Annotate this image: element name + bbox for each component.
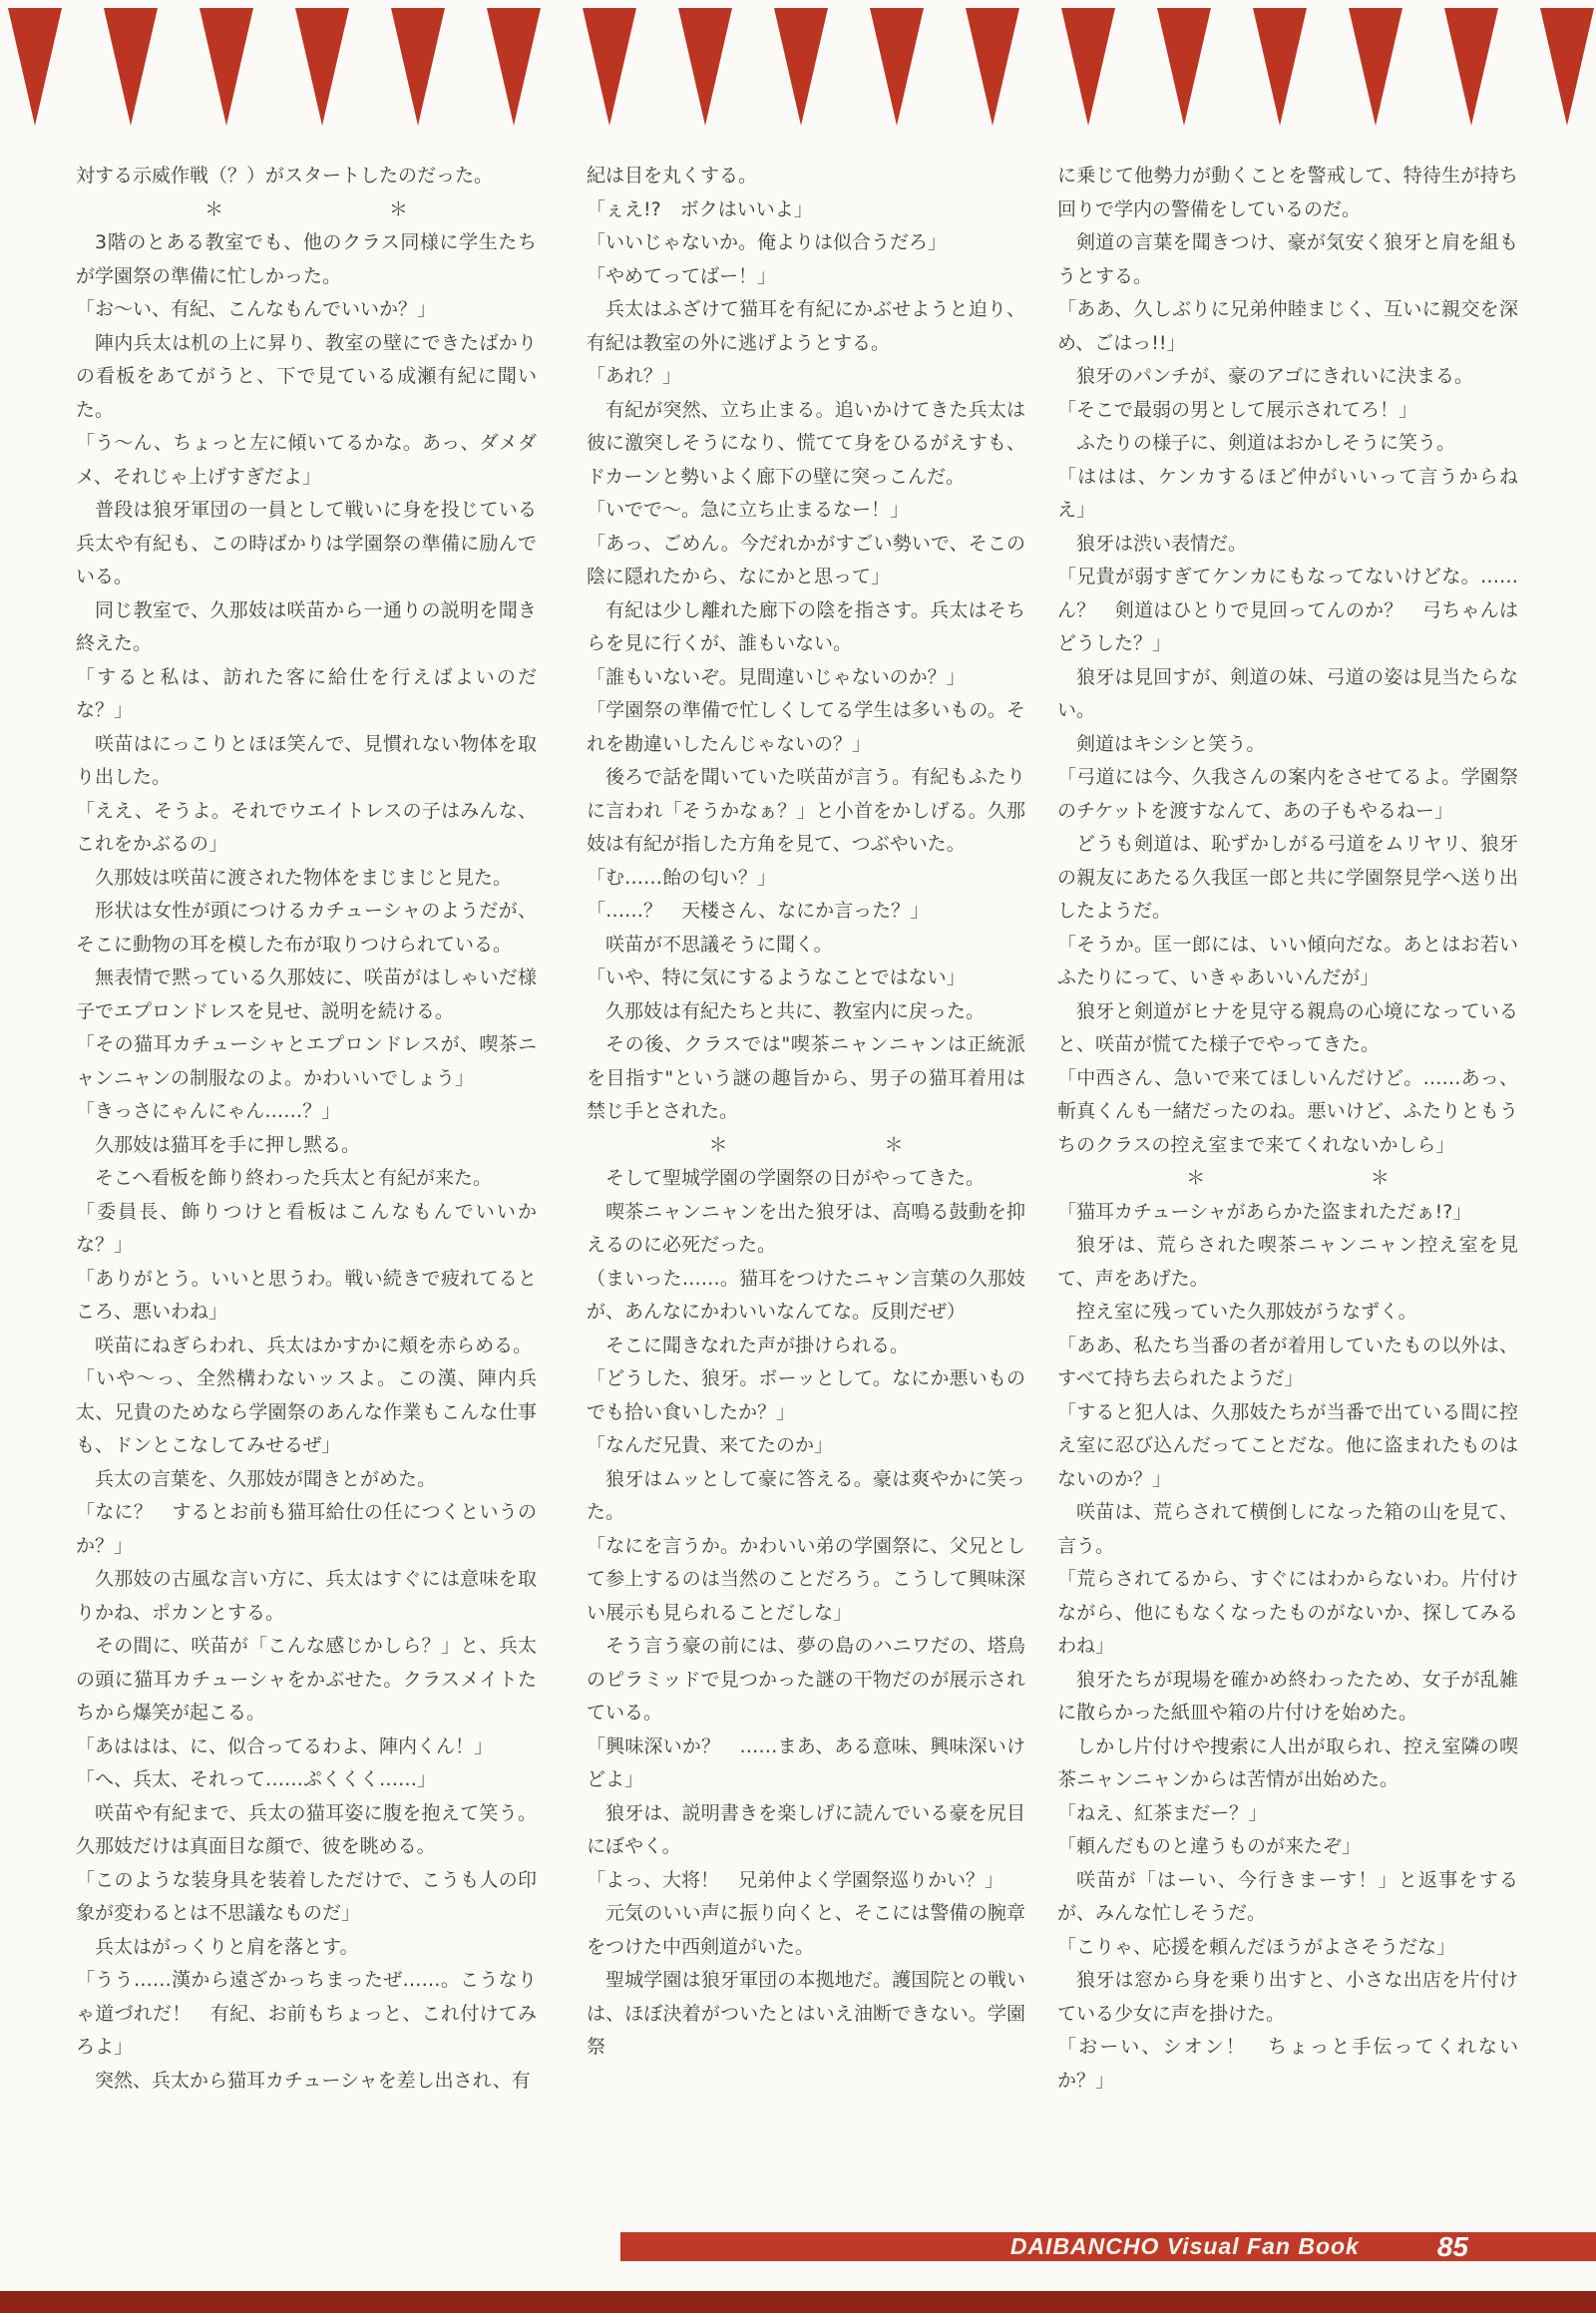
separator-asterisk: ＊ xyxy=(1370,1167,1390,1189)
separator-asterisk: ＊ xyxy=(204,197,224,220)
pennant-triangle-icon xyxy=(1253,8,1307,126)
paragraph: 「こりゃ、応援を頼んだほうがよさそうだな」 xyxy=(1057,1935,1456,1958)
paragraph: 「ははは、ケンカするほど仲がいいって言うからねえ」 xyxy=(1057,465,1518,521)
paragraph: 有紀が突然、立ち止まる。追いかけてきた兵太は彼に激突しそうになり、慌てて身をひるがえすも、ドカーンと勢いよく廊下の壁に突っこんだ。 xyxy=(587,398,1025,488)
paragraph: 「すると犯人は、久那妓たちが当番で出ている間に控え室に忍び込んだってことだな。他に盗まれたものはないのか？」 xyxy=(1057,1400,1518,1490)
paragraph: 狼牙はムッとして豪に答える。豪は爽やかに笑った。 xyxy=(587,1467,1025,1523)
paragraph: 「荒らされてるから、すぐにはわからないわ。片付けながら、他にもなくなったものがないか、探してみるわね」 xyxy=(1057,1568,1518,1657)
paragraph: その間に、咲苗が「こんな感じかしら？」と、兵太の頭に猫耳カチューシャをかぶせた。クラスメイトたちから爆笑が起こる。 xyxy=(76,1635,537,1724)
paragraph: 兵太はがっくりと肩を落とす。 xyxy=(95,1935,359,1958)
section-separator xyxy=(76,193,537,227)
paragraph: 「あっ、ごめん。今だれかがすごい勢いで、そこの陰に隠れたから、なにかと思って」 xyxy=(587,532,1025,587)
pennant-triangle-icon xyxy=(295,8,349,126)
paragraph: 久那妓は咲苗に渡された物体をまじまじと見た。 xyxy=(95,866,513,889)
paragraph: どうも剣道は、恥ずかしがる弓道をムリヤリ、狼牙の親友にあたる久我匡一郎と共に学園祭見学へ送り出したようだ。 xyxy=(1057,833,1518,922)
paragraph: 久那妓の古風な言い方に、兵太はすぐには意味を取りかね、ポカンとする。 xyxy=(76,1568,537,1624)
paragraph: 元気のいい声に振り向くと、そこには警備の腕章をつけた中西剣道がいた。 xyxy=(587,1902,1025,1958)
text-column-1 xyxy=(76,160,537,2098)
paragraph: 久那妓は猫耳を手に押し黙る。 xyxy=(95,1133,361,1156)
paragraph: 「きっさにゃんにゃん……？」 xyxy=(76,1100,341,1122)
paragraph: 「よっ、大将！ 兄弟仲よく学園祭巡りかい？」 xyxy=(587,1868,1004,1891)
paragraph: 狼牙たちが現場を確かめ終わったため、女子が乱雑に散らかった紙皿や箱の片付けを始めた。 xyxy=(1057,1668,1518,1724)
pennant-triangle-icon xyxy=(1444,8,1498,126)
paragraph: 対する示威作戦（？）がスタートしたのだった。 xyxy=(76,165,494,187)
paragraph: そこへ看板を飾り終わった兵太と有紀が来た。 xyxy=(95,1167,493,1189)
paragraph: 狼牙は窓から身を乗り出すと、小さな出店を片付けている少女に声を掛けた。 xyxy=(1057,1969,1518,2025)
paragraph: 「兄貴が弱すぎてケンカにもなってないけどな。……ん？ 剣道はひとりで見回ってんのか？ 弓ちゃんはどうした？」 xyxy=(1057,566,1518,654)
pennant-triangle-icon xyxy=(391,8,445,126)
paragraph: 「いでで〜。急に立ち止まるなー！」 xyxy=(587,499,910,521)
pennant-triangle-icon xyxy=(774,8,828,126)
paragraph: 「興味深いか？ ……まあ、ある意味、興味深いけどよ」 xyxy=(587,1735,1025,1790)
paragraph: 狼牙は、説明書きを楽しげに読んでいる豪を尻目にぼやく。 xyxy=(587,1801,1025,1857)
paragraph: 無表情で黙っている久那妓に、咲苗がはしゃいだ様子でエプロンドレスを見せ、説明を続ける。 xyxy=(76,966,537,1022)
paragraph: 「いや、特に気にするようなことではない」 xyxy=(587,966,966,988)
paragraph: 喫茶ニャンニャンを出た狼牙は、高鳴る鼓動を抑えるのに必死だった。 xyxy=(587,1200,1025,1256)
paragraph: 陣内兵太は机の上に昇り、教室の壁にできたばかりの看板をあてがうと、下で見ている成瀬有紀に聞いた。 xyxy=(76,331,537,421)
text-column-3 xyxy=(1057,160,1518,2098)
bottom-edge-strip xyxy=(0,2291,1596,2313)
separator-asterisk: ＊ xyxy=(884,1133,904,1156)
paragraph: 「なんだ兄貴、来てたのか」 xyxy=(587,1434,834,1456)
pennant-triangle-icon xyxy=(1349,8,1402,126)
separator-asterisk: ＊ xyxy=(708,1133,728,1156)
pennant-triangle-icon xyxy=(487,8,541,126)
paragraph: 「弓道には今、久我さんの案内をさせてるよ。学園祭のチケットを渡すなんて、あの子もやるねー」 xyxy=(1057,766,1518,822)
paragraph: 咲苗にねぎらわれ、兵太はかすかに頬を赤らめる。 xyxy=(95,1334,533,1356)
paragraph: 「……？ 天楼さん、なにか言った？」 xyxy=(587,900,930,922)
paragraph: 紀は目を丸くする。 xyxy=(587,165,758,187)
pennant-triangle-icon xyxy=(1540,8,1594,126)
paragraph: 突然、兵太から猫耳カチューシャを差し出され、有 xyxy=(95,2069,531,2092)
paragraph: 「あれ？」 xyxy=(587,365,682,387)
pennant-triangle-icon xyxy=(200,8,253,126)
paragraph: 「猫耳カチューシャがあらかた盗まれただぁ!?」 xyxy=(1057,1200,1472,1223)
paragraph: 「すると私は、訪れた客に給仕を行えばよいのだな？」 xyxy=(76,665,537,721)
paragraph: 「おーい、シオン！ ちょっと手伝ってくれないか？」 xyxy=(1057,2036,1518,2092)
paragraph: 咲苗が不思議そうに聞く。 xyxy=(605,933,833,956)
paragraph: 「ええ、そうよ。それでウエイトレスの子はみんな、これをかぶるの」 xyxy=(76,799,537,855)
paragraph: 「なに？ するとお前も猫耳給仕の任につくというのか？」 xyxy=(76,1501,537,1557)
paragraph: そこに聞きなれた声が掛けられる。 xyxy=(605,1334,910,1356)
paragraph: 咲苗や有紀まで、兵太の猫耳姿に腹を抱えて笑う。久那妓だけは真面目な顔で、彼を眺める。 xyxy=(76,1801,537,1857)
paragraph: 「ぇえ!? ボクはいいよ」 xyxy=(587,197,813,220)
paragraph: 「ああ、久しぶりに兄弟仲睦まじく、互いに親交を深め、ごはっ!!」 xyxy=(1057,298,1518,354)
paragraph: 「学園祭の準備で忙しくしてる学生は多いもの。それを勘違いしたんじゃないの？」 xyxy=(587,699,1025,755)
pennant-triangle-icon xyxy=(583,8,636,126)
paragraph: 普段は狼牙軍団の一員として戦いに身を投じている兵太や有紀も、この時ばかりは学園祭の準備に励んでいる。 xyxy=(76,499,537,587)
paragraph: 「う〜ん、ちょっと左に傾いてるかな。あっ、ダメダメ、それじゃ上げすぎだよ」 xyxy=(76,432,537,488)
page-number: 85 xyxy=(1436,2230,1468,2262)
paragraph: 「お〜い、有紀、こんなもんでいいか？」 xyxy=(76,298,437,320)
book-title: DAIBANCHO Visual Fan Book xyxy=(1009,2233,1360,2259)
paragraph: 「へ、兵太、それって……ぷくくく……」 xyxy=(76,1768,437,1790)
paragraph: （まいった……。猫耳をつけたニャン言葉の久那妓が、あんなにかわいいなんてな。反則だぜ） xyxy=(587,1267,1025,1323)
footer-bar xyxy=(620,2232,1596,2261)
paragraph: 「いや〜っ、全然構わないッスよ。この漢、陣内兵太、兄貴のためなら学園祭のあんな作業もこんな仕事も、ドンとこなしてみせるぜ」 xyxy=(76,1367,537,1456)
paragraph: ふたりの様子に、剣道はおかしそうに笑う。 xyxy=(1076,432,1456,454)
paragraph: 兵太はふざけて猫耳を有紀にかぶせようと迫り、有紀は教室の外に逃げようとする。 xyxy=(587,298,1025,354)
pennant-triangle-icon xyxy=(104,8,158,126)
paragraph: 「その猫耳カチューシャとエプロンドレスが、喫茶ニャンニャンの制服なのよ。かわいいでしょう」 xyxy=(76,1033,537,1089)
paragraph: 狼牙は見回すが、剣道の妹、弓道の姿は見当たらない。 xyxy=(1057,665,1518,721)
pennant-triangle-icon xyxy=(678,8,732,126)
paragraph: しかし片付けや捜索に人出が取られ、控え室隣の喫茶ニャンニャンからは苦情が出始めた。 xyxy=(1057,1735,1518,1790)
paragraph: 有紀は少し離れた廊下の陰を指さす。兵太はそちらを見に行くが、誰もいない。 xyxy=(587,598,1025,654)
paragraph: その後、クラスでは"喫茶ニャンニャンは正統派を目指す"という謎の趣旨から、男子の猫耳着用は禁じ手とされた。 xyxy=(587,1033,1025,1122)
paragraph: 3階のとある教室でも、他のクラス同様に学生たちが学園祭の準備に忙しかった。 xyxy=(76,231,537,287)
paragraph: 「ああ、私たち当番の者が着用していたもの以外は、すべて持ち去られたようだ」 xyxy=(1057,1334,1518,1389)
separator-asterisk: ＊ xyxy=(388,197,408,220)
pennant-triangle-icon xyxy=(1157,8,1211,126)
section-separator xyxy=(1057,1162,1518,1196)
paragraph: 久那妓は有紀たちと共に、教室内に戻った。 xyxy=(605,999,986,1022)
paragraph: 「誰もいないぞ。見間違いじゃないのか？」 xyxy=(587,665,966,688)
paragraph: そう言う豪の前には、夢の島のハニワだの、塔鳥のピラミッドで見つかった謎の干物だのが展示されている。 xyxy=(587,1635,1025,1724)
paragraph: 控え室に残っていた久那妓がうなずく。 xyxy=(1076,1301,1417,1323)
paragraph: 狼牙と剣道がヒナを見守る親鳥の心境になっていると、咲苗が慌てた様子でやってきた。 xyxy=(1057,999,1518,1055)
paragraph: 咲苗は、荒らされて横倒しになった箱の山を見て、言う。 xyxy=(1057,1501,1518,1557)
paragraph: そして聖城学園の学園祭の日がやってきた。 xyxy=(605,1167,986,1189)
paragraph: 剣道の言葉を聞きつけ、豪が気安く狼牙と肩を組もうとする。 xyxy=(1057,231,1518,287)
pennant-triangle-icon xyxy=(1061,8,1115,126)
paragraph: に乗じて他勢力が動くことを警戒して、特待生が持ち回りで学内の警備をしているのだ。 xyxy=(1057,165,1518,220)
paragraph: 狼牙のパンチが、豪のアゴにきれいに決まる。 xyxy=(1076,365,1474,387)
paragraph: 「このような装身具を装着しただけで、こうも人の印象が変わるとは不思議なものだ」 xyxy=(76,1868,537,1924)
pennant-triangle-icon xyxy=(966,8,1019,126)
text-column-2 xyxy=(587,160,1025,2065)
paragraph: 「そこで最弱の男として展示されてろ！」 xyxy=(1057,398,1418,421)
paragraph: 「どうした、狼牙。ボーッとして。なにか悪いものでも拾い食いしたか？」 xyxy=(587,1367,1025,1423)
paragraph: 兵太の言葉を、久那妓が聞きとがめた。 xyxy=(95,1467,437,1490)
paragraph: 狼牙は渋い表情だ。 xyxy=(1076,532,1248,555)
paragraph: 「委員長、飾りつけと看板はこんなもんでいいかな？」 xyxy=(76,1200,537,1256)
paragraph: 咲苗はにっこりとほほ笑んで、見慣れない物体を取り出した。 xyxy=(76,732,537,788)
paragraph: 形状は女性が頭につけるカチューシャのようだが、そこに動物の耳を模した布が取りつけられている。 xyxy=(76,900,537,956)
paragraph: 聖城学園は狼牙軍団の本拠地だ。護国院との戦いは、ほぼ決着がついたとはいえ油断できない。学園祭 xyxy=(587,1969,1025,2058)
paragraph: 「いいじゃないか。俺よりは似合うだろ」 xyxy=(587,231,948,253)
paragraph: 剣道はキシシと笑う。 xyxy=(1076,732,1266,755)
paragraph: 「うう……漢から遠ざかっちまったぜ……。こうなりゃ道づれだ！ 有紀、お前もちょっと、これ付けてみろよ」 xyxy=(76,1969,537,2058)
paragraph: 「中西さん、急いで来てほしいんだけど。……あっ、斬真くんも一緒だったのね。悪いけど、ふたりともうちのクラスの控え室まで来てくれないかしら」 xyxy=(1057,1066,1518,1156)
paragraph: 後ろで話を聞いていた咲苗が言う。有紀もふたりに言われ「そうかなぁ？」と小首をかしげる。久那妓は有紀が指した方角を見て、つぶやいた。 xyxy=(587,766,1025,855)
paragraph: 「なにを言うか。かわいい弟の学園祭に、父兄として参上するのは当然のことだろう。こうして興味深い展示も見られることだしな」 xyxy=(587,1534,1025,1624)
paragraph: 「そうか。匡一郎には、いい傾向だな。あとはお若いふたりにって、いきゃあいいんだが」 xyxy=(1057,933,1518,988)
paragraph: 「あははは、に、似合ってるわよ、陣内くん！」 xyxy=(76,1735,494,1757)
pennant-banner xyxy=(0,8,1596,130)
paragraph: 「頼んだものと違うものが来たぞ」 xyxy=(1057,1835,1362,1857)
separator-asterisk: ＊ xyxy=(1186,1167,1206,1189)
paragraph: 狼牙は、荒らされた喫茶ニャンニャン控え室を見て、声をあげた。 xyxy=(1057,1234,1518,1290)
section-separator xyxy=(587,1129,1025,1163)
pennant-triangle-icon xyxy=(870,8,924,126)
paragraph: 「ありがとう。いいと思うわ。戦い続きで疲れてるところ、悪いわね」 xyxy=(76,1267,537,1323)
paragraph: 「ねえ、紅茶まだー？」 xyxy=(1057,1801,1268,1824)
pennant-triangle-icon xyxy=(8,8,62,126)
paragraph: 「やめてってばー！」 xyxy=(587,264,777,287)
paragraph: 「む……飴の匂い？」 xyxy=(587,866,777,889)
paragraph: 同じ教室で、久那妓は咲苗から一通りの説明を聞き終えた。 xyxy=(76,598,537,654)
paragraph: 咲苗が「はーい、今行きまーす！」と返事をするが、みんな忙しそうだ。 xyxy=(1057,1868,1518,1924)
